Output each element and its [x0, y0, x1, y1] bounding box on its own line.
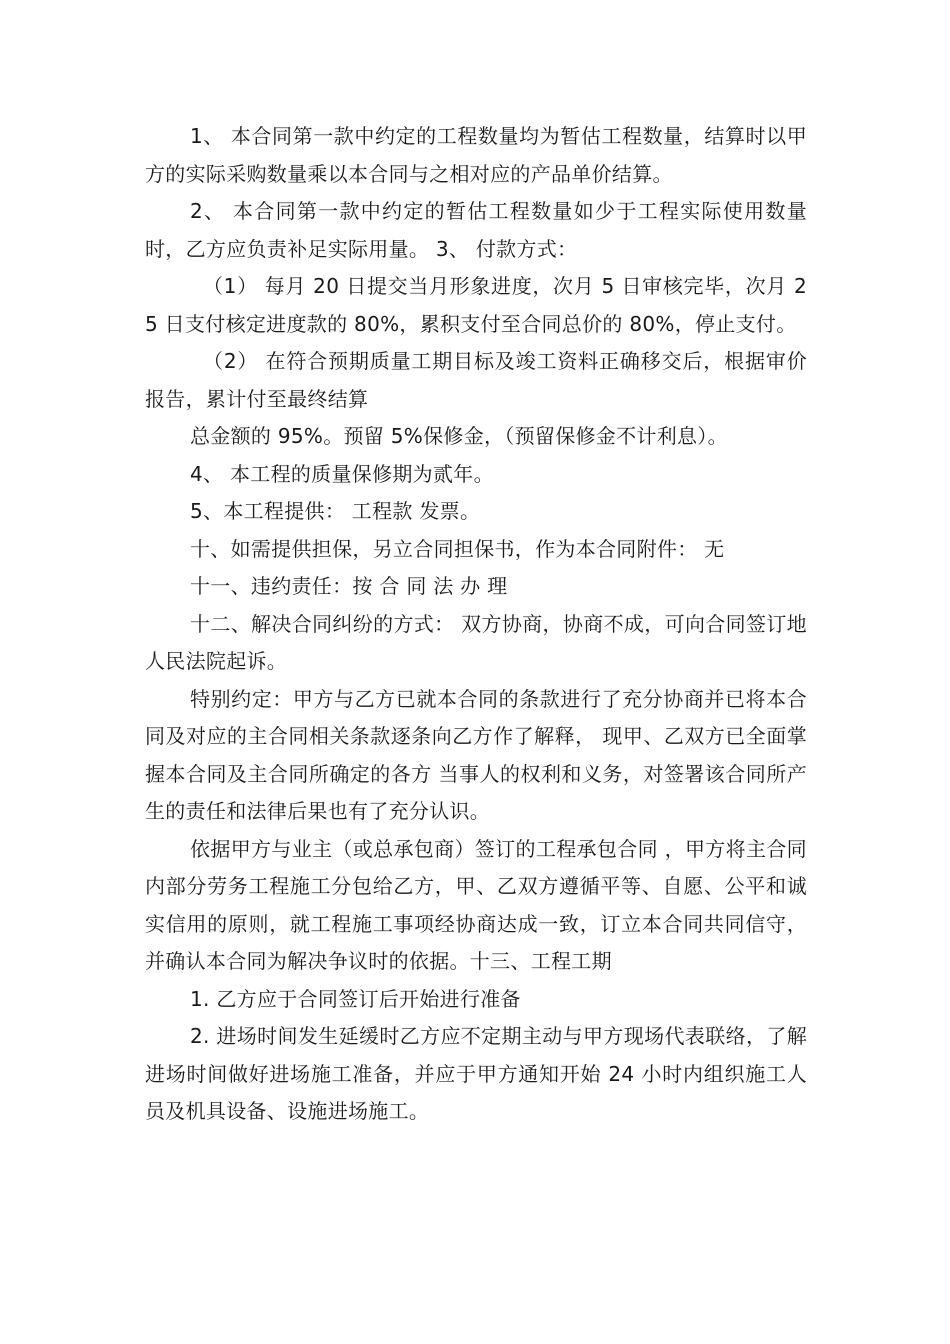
clause-2: 2、 本合同第一款中约定的暂估工程数量如少于工程实际使用数量时，乙方应负责补足实际用量。 3、 付款方式：	[145, 199, 807, 261]
section-11: 十一、违约责任：按 合 同 法 办 理	[190, 574, 508, 598]
clause-1: 1、 本合同第一款中约定的工程数量均为暂估工程数量，结算时以甲方的实际采购数量乘以本合同与之相对应的产品单价结算。	[145, 124, 807, 186]
payment-item-2-continued: 总金额的 95%。预留 5%保修金，（预留保修金不计利息）。	[190, 424, 728, 448]
payment-item-1: （1） 每月 20 日提交当月形象进度，次月 5 日审核完毕，次月 25 日支付核定进度款的 80%，累积支付至合同总价的 80%，停止支付。	[145, 274, 807, 336]
section-12: 十二、解决合同纠纷的方式： 双方协商，协商不成，可向合同签订地人民法院起诉。	[145, 611, 807, 673]
payment-item-2: （2） 在符合预期质量工期目标及竣工资料正确移交后，根据审价报告，累计付至最终结算	[145, 349, 807, 411]
section-10: 十、如需提供担保，另立合同担保书，作为本合同附件： 无	[190, 536, 725, 561]
basis-paragraph: 依据甲方与业主（或总承包商）签订的工程承包合同 ，甲方将主合同内部分劳务工程施工分包给乙方，甲、乙双方遵循平等、自愿、公平和诚实信用的原则，就工程施工事项经协商达成一致，订立本合同共同信守，并确认本合同为解决争议时的依据。十三、工程工期	[145, 836, 807, 973]
period-item-1: 1. 乙方应于合同签订后开始进行准备	[190, 986, 521, 1011]
special-agreement: 特别约定：甲方与乙方已就本合同的条款进行了充分协商并已将本合同及对应的主合同相关条款逐条向乙方作了解释， 现甲、乙双方已全面掌握本合同及主合同所确定的各方 当事人的权利和义务，对签署该合同所产生的责任和法律后果也有了充分认识。	[145, 686, 807, 823]
period-item-2: 2. 进场时间发生延缓时乙方应不定期主动与甲方现场代表联络，了解进场时间做好进场施工准备，并应于甲方通知开始 24 小时内组织施工人员及机具设备、设施进场施工。	[145, 1024, 807, 1123]
clause-4: 4、 本工程的质量保修期为贰年。	[190, 461, 494, 486]
clause-5: 5、本工程提供： 工程款 发票。	[190, 499, 481, 523]
document-body	[145, 118, 807, 1131]
